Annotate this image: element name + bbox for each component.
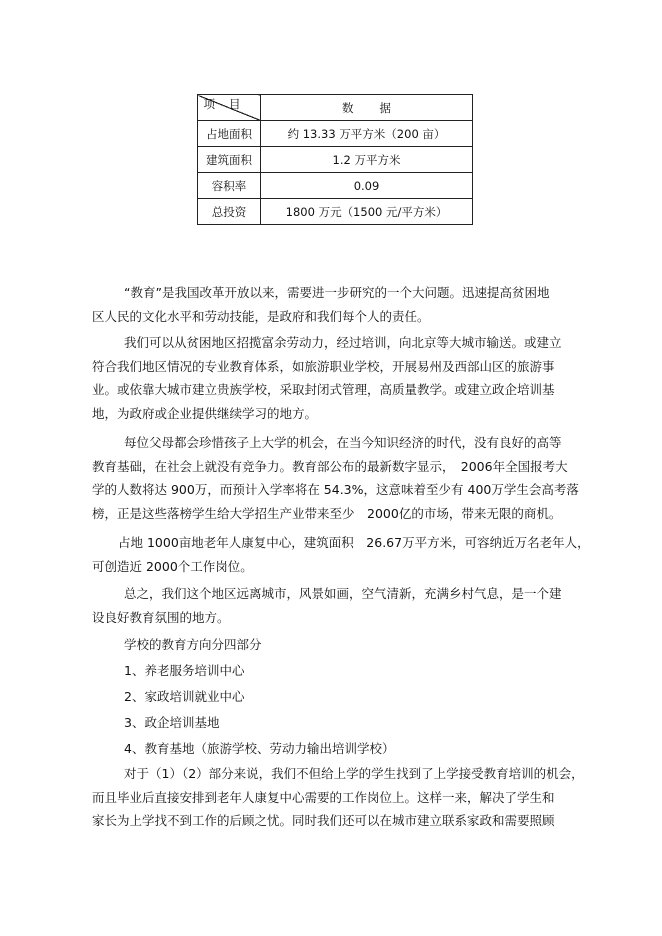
- text-line: 区人民的文化水平和劳动技能，是政府和我们每个人的责任。: [92, 308, 430, 324]
- text-line: 可创造近 2000个工作岗位。: [92, 558, 253, 574]
- paragraph-labor-training: [0, 331, 662, 425]
- text-line: 设良好教育氛围的地方。: [92, 609, 230, 625]
- text-line: 地，为政府或企业提供继续学习的地方。: [92, 405, 318, 421]
- text-line: 业。或依靠大城市建立贵族学校，采取封闭式管理，高质量教学。或建立政企培训基: [92, 382, 555, 397]
- text-line: “教育”是我国改革开放以来，需要进一步研究的一个大问题。迅速提高贫困地: [124, 285, 550, 300]
- header-item-cell: [198, 95, 261, 121]
- row-label: 占地面积: [198, 121, 261, 147]
- row-value: 1800 万元（1500 元/平方米）: [261, 199, 473, 225]
- text-line: 教育基础，在社会上就没有竞争力。教育部公布的最新数字显示， 2006年全国报考大: [92, 458, 568, 474]
- text-line: 我们可以从贫困地区招揽富余劳动力，经过培训，向北京等大城市输送。或建立: [124, 335, 562, 350]
- paragraph-summary: [0, 582, 662, 629]
- text-line: 占地 1000亩地老年人康复中心，建筑面积 26.67万平方米，可容纳近万名老年人，: [118, 535, 590, 550]
- paragraph-placement: [0, 762, 662, 833]
- text-line: 每位父母都会珍惜孩子上大学的机会，在当今知识经济的时代，没有良好的高等: [124, 435, 562, 450]
- header-item-label: 项目: [203, 96, 255, 111]
- text-line: 对于（1）（2）部分来说，我们不但给上学的学生找到了上学接受教育培训的机会，: [124, 766, 584, 781]
- table-row: [198, 121, 473, 147]
- text-line: 学校的教育方向分四部分: [124, 637, 262, 652]
- section-heading: [0, 633, 662, 657]
- list-item: [0, 737, 662, 761]
- text-line: 1、养老服务培训中心: [124, 663, 245, 678]
- text-line: 符合我们地区情况的专业教育体系，如旅游职业学校，开展易州及西部山区的旅游事: [92, 358, 555, 374]
- text-line: 2、家政培训就业中心: [124, 689, 245, 704]
- text-line: 学的人数将达 900万，而预计入学率将在 54.3%，这意味着至少有 400万学生会高考落: [92, 482, 579, 497]
- paragraph-education-intro: [0, 281, 662, 328]
- list-item: [0, 685, 662, 709]
- table-row: [198, 147, 473, 173]
- table-row: [198, 173, 473, 199]
- text-line: 总之，我们这个地区远离城市，风景如画，空气清新，充满乡村气息，是一个建: [124, 586, 562, 601]
- row-label: 总投资: [198, 199, 261, 225]
- text-line: 4、教育基地（旅游学校、劳动力输出培训学校）: [124, 741, 395, 756]
- header-data-cell: [261, 95, 473, 121]
- text-line: 榜，正是这些落榜学生给大学招生产业带来至少 2000亿的市场，带来无限的商机。: [92, 505, 562, 521]
- list-item: [0, 659, 662, 683]
- row-value: 1.2 万平方米: [261, 147, 473, 173]
- row-label: 建筑面积: [198, 147, 261, 173]
- row-value: 0.09: [261, 173, 473, 199]
- row-value: 约 13.33 万平方米（200 亩）: [261, 121, 473, 147]
- text-line: 而且毕业后直接安排到老年人康复中心需要的工作岗位上。这样一来，解决了学生和: [92, 789, 555, 805]
- project-data-table: [197, 94, 473, 225]
- paragraph-college-market: [0, 431, 662, 525]
- header-data-label: 数据: [342, 100, 417, 115]
- paragraph-rehab-center: [0, 531, 662, 578]
- text-line: 3、政企培训基地: [124, 715, 220, 730]
- table-row: [198, 199, 473, 225]
- table-header-row: [198, 95, 473, 121]
- row-label: 容积率: [198, 173, 261, 199]
- text-line: 家长为上学找不到工作的后顾之忧。同时我们还可以在城市建立联系家政和需要照顾: [92, 813, 555, 828]
- list-item: [0, 711, 662, 735]
